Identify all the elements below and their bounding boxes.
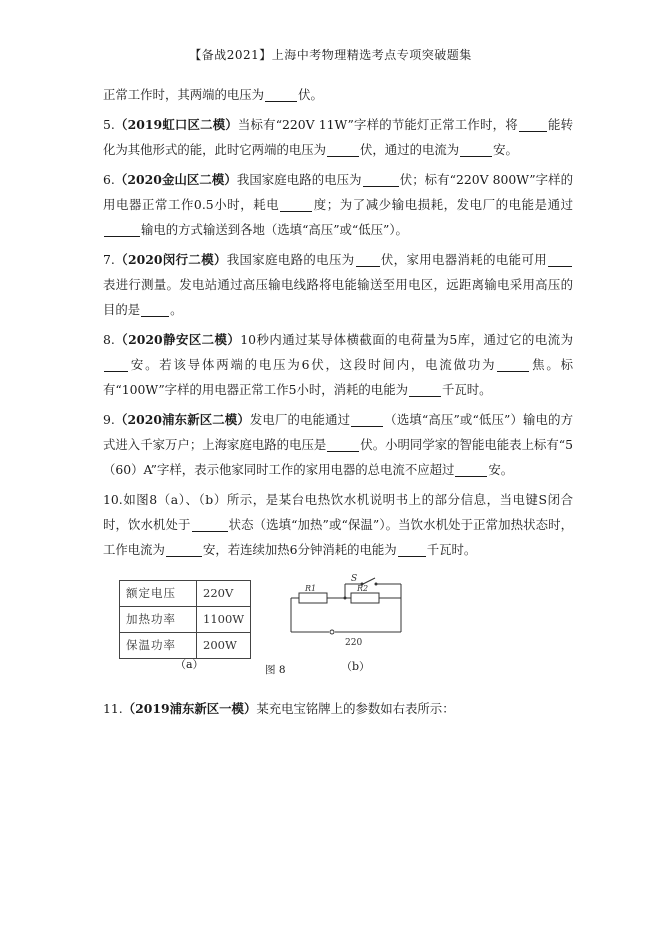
r2-label: R2	[357, 584, 369, 593]
question-6: 6.（2020金山区二模）我国家庭电路的电压为 伏；标有“220V 800W”字样的用电器正常工作0.5小时，耗电 度；为了减少输电损耗，发电厂的电能是通过输电的方式输送到各地（选填“高压”或“低压”）。	[103, 172, 573, 237]
caption-b: （b）	[341, 660, 371, 673]
answer-blank[interactable]	[497, 357, 529, 372]
answer-blank[interactable]	[351, 412, 383, 427]
answer-blank[interactable]	[104, 222, 140, 237]
question-9: 9.（2020浦东新区二模）发电厂的电能通过 （选填“高压”或“低压”）输电的方式进入千家万户；上海家庭电路的电压是 伏。小明同学家的智能电能表上标有“5（60）A”字样，表示他家同时工作的家用电器的总电流不应超过 安。	[103, 412, 574, 477]
switch-label: S	[351, 574, 358, 584]
answer-blank[interactable]	[166, 542, 202, 557]
table-row: 加热功率 1100W	[120, 607, 251, 633]
question-source: （2020闵行二模）	[114, 252, 227, 267]
question-4-tail: 正常工作时，其两端的电压为 伏。	[103, 87, 323, 102]
answer-blank[interactable]	[327, 437, 359, 452]
voltage-label: 220	[345, 638, 363, 648]
answer-blank[interactable]	[280, 197, 312, 212]
question-source: （2020静安区二模）	[114, 332, 241, 347]
answer-blank[interactable]	[519, 117, 547, 132]
answer-blank[interactable]	[548, 252, 572, 267]
spec-table	[119, 580, 251, 659]
circuit-diagram	[285, 574, 435, 656]
answer-blank[interactable]	[460, 142, 492, 157]
answer-blank[interactable]	[265, 87, 297, 102]
question-7: 7.（2020闵行二模）我国家庭电路的电压为 伏，家用电器消耗的电能可用表进行测量。发电站通过高压输电线路将电能输送至用电区，远距离输电采用高压的目的是 。	[103, 252, 573, 317]
resistor-r2	[351, 593, 379, 603]
figure-caption: 图 8	[265, 664, 286, 676]
answer-blank[interactable]	[363, 172, 399, 187]
caption-a: （a）	[175, 658, 204, 671]
question-source: （2020金山区二模）	[114, 172, 237, 187]
answer-blank[interactable]	[409, 382, 441, 397]
question-source: （2019浦东新区一模）	[122, 701, 257, 716]
table-row: 额定电压 220V	[120, 581, 251, 607]
r1-label: R1	[305, 584, 317, 593]
resistor-r1	[299, 593, 327, 603]
question-8: 8.（2020静安区二模）10秒内通过某导体横截面的电荷量为5库，通过它的电流为安。若该导体两端的电压为6伏，这段时间内，电流做功为 焦。标有“100W”字样的用电器正常工作5小时，消耗的电能为 千瓦时。	[103, 332, 574, 397]
answer-blank[interactable]	[141, 302, 169, 317]
answer-blank[interactable]	[455, 462, 487, 477]
figure-8	[103, 572, 573, 682]
answer-blank[interactable]	[398, 542, 426, 557]
question-source: （2020浦东新区二模）	[114, 412, 250, 427]
answer-blank[interactable]	[192, 517, 228, 532]
answer-blank[interactable]	[356, 252, 380, 267]
question-11: 11.（2019浦东新区一模）某充电宝铭牌上的参数如右表所示：	[103, 701, 455, 716]
answer-blank[interactable]	[104, 357, 128, 372]
question-source: （2019虹口区二模）	[114, 117, 238, 132]
document-body	[103, 82, 573, 726]
answer-blank[interactable]	[327, 142, 359, 157]
question-10: 10.如图8（a）、（b）所示，是某台电热饮水机说明书上的部分信息，当电键S闭合时，饮水机处于 状态（选填“加热”或“保温”）。当饮水机处于正常加热状态时，工作电流为 安，若连续加热6分钟消耗的电能为 千瓦时。	[103, 492, 574, 557]
question-5: 5.（2019虹口区二模）当标有“220V 11W”字样的节能灯正常工作时，将 能转化为其他形式的能，此时它两端的电压为 伏，通过的电流为 安。	[103, 117, 574, 157]
table-row: 保温功率 200W	[120, 633, 251, 659]
page-header: 【备战2021】上海中考物理精选考点专项突破题集	[189, 48, 472, 62]
